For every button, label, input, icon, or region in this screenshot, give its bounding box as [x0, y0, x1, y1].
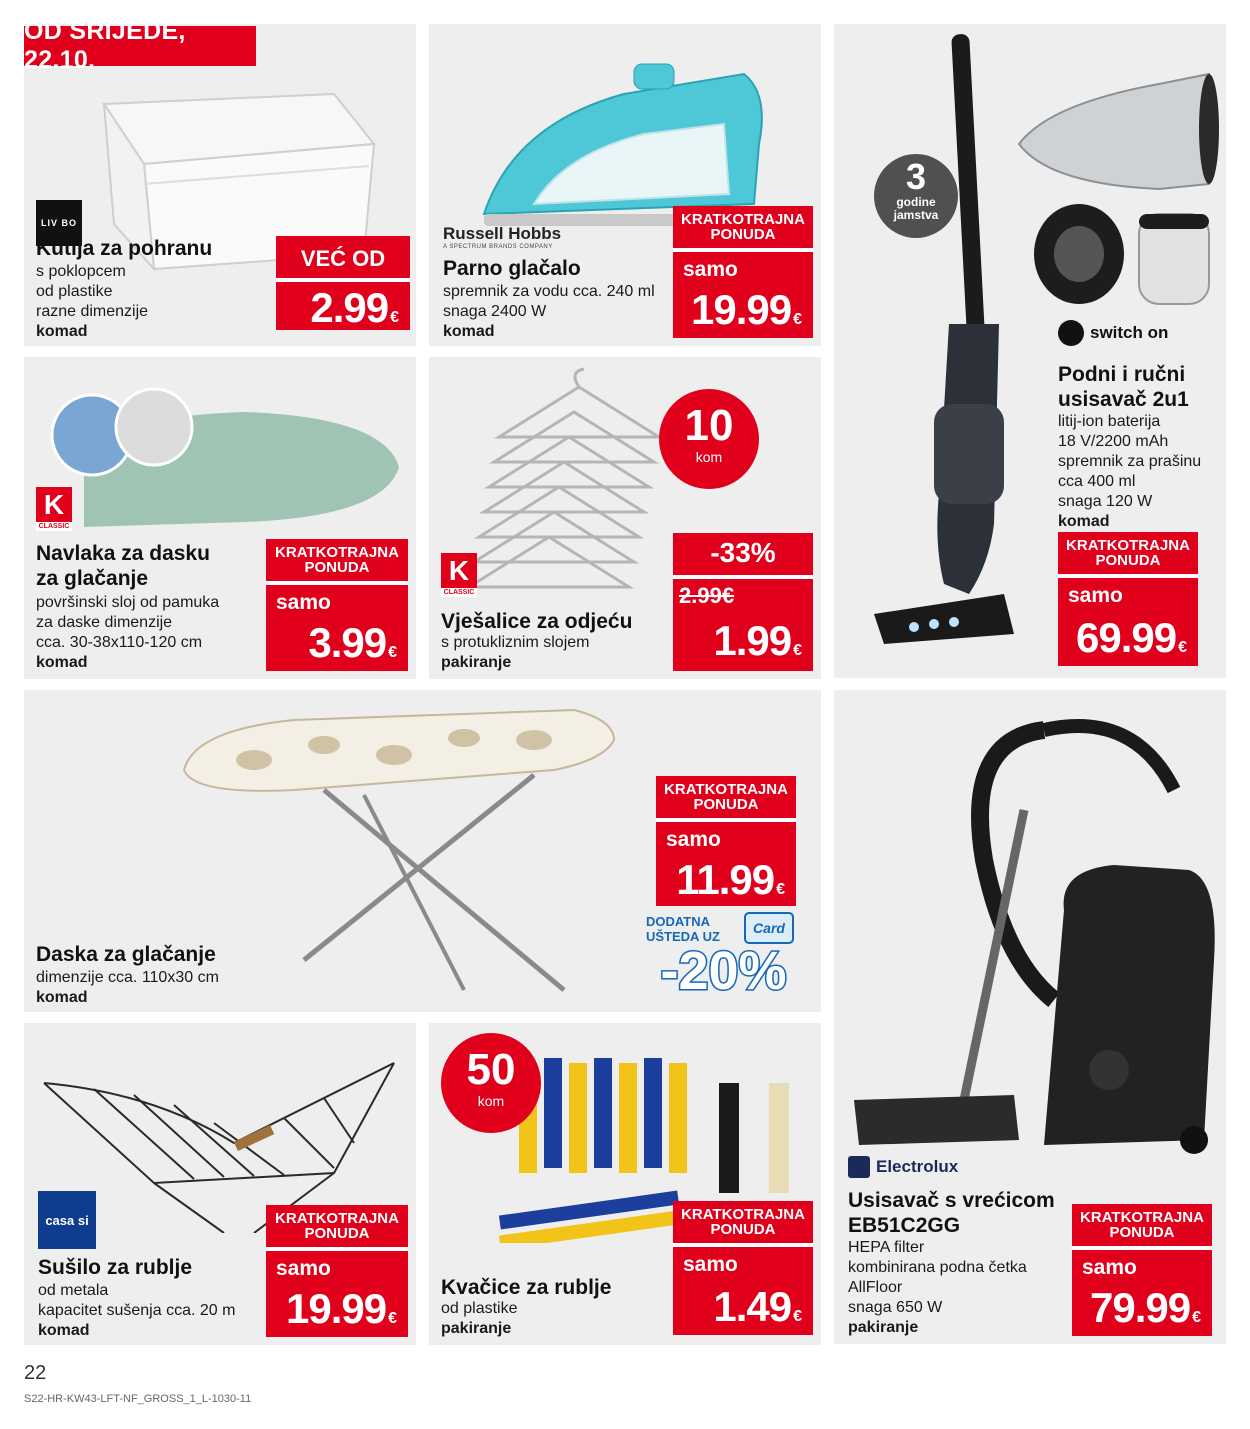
short-offer-label: KRATKOTRAJNA PONUDA — [266, 1211, 408, 1241]
price-value: 2.99 € — [310, 284, 398, 331]
filter-parts-image — [1029, 194, 1219, 314]
product-title: Kvačice za rublje — [441, 1276, 612, 1299]
quantity-badge: 10 kom — [659, 389, 759, 489]
price-box — [1072, 1204, 1212, 1336]
product-title: Vješalice za odjeću — [441, 610, 633, 633]
short-offer-label: KRATKOTRAJNA PONUDA — [673, 212, 813, 242]
price-value: 19.99 € — [690, 286, 801, 333]
product-card-hangers[interactable] — [429, 357, 821, 679]
short-offer-label: KRATKOTRAJNA PONUDA — [1072, 1210, 1212, 1240]
short-offer-label: KRATKOTRAJNA PONUDA — [1058, 538, 1198, 568]
product-card-pegs[interactable] — [429, 1023, 821, 1345]
samo-label: samo — [1068, 584, 1123, 607]
product-card-ironing-board[interactable] — [24, 690, 821, 1012]
short-offer-label: KRATKOTRAJNA PONUDA — [656, 782, 796, 812]
price-box — [673, 533, 813, 671]
price-value: 69.99 € — [1075, 614, 1186, 661]
price-box — [266, 539, 408, 671]
product-card-vacuum-2u1[interactable] — [834, 24, 1226, 678]
product-title: Podni i ručni usisavač 2u1 — [1058, 363, 1189, 411]
product-title: Parno glačalo — [443, 257, 581, 280]
samo-label: samo — [683, 1253, 738, 1276]
casa-si-logo: casa si — [38, 1191, 96, 1249]
card-discount-value: -20% — [660, 941, 787, 1001]
price-value: 79.99 € — [1089, 1284, 1200, 1331]
quantity-badge: 50 kom — [441, 1033, 541, 1133]
price-value: 3.99 € — [308, 619, 396, 666]
product-title: Kutija za pohranu — [36, 237, 213, 260]
short-offer-label: KRATKOTRAJNA PONUDA — [673, 1207, 813, 1237]
product-title: Daska za glačanje — [36, 943, 216, 966]
k-classic-logo: K CLASSIC — [36, 487, 72, 531]
product-description: spremnik za vodu cca. 240 ml snaga 2400 W komad — [443, 283, 655, 340]
k-classic-logo: K CLASSIC — [441, 553, 477, 597]
samo-label: samo — [276, 591, 331, 614]
board-cover-image — [44, 387, 404, 537]
print-code: S22-HR-KW43-LFT-NF_GROSS_1_L-1030-11 — [24, 1393, 252, 1405]
short-offer-label: KRATKOTRAJNA PONUDA — [266, 545, 408, 575]
price-value: 11.99 € — [676, 856, 784, 903]
price-box — [673, 206, 813, 338]
handheld-attachment-image — [1009, 64, 1219, 204]
page-number: 22 — [24, 1362, 47, 1384]
price-value: 19.99 € — [285, 1285, 396, 1332]
old-price: 2.99€ — [679, 583, 735, 608]
price-value: 1.49 € — [713, 1283, 801, 1330]
product-title: Sušilo za rublje — [38, 1256, 193, 1279]
discount-percent: -33% — [710, 537, 776, 568]
samo-label: samo — [276, 1257, 331, 1280]
product-card-steam-iron[interactable] — [429, 24, 821, 346]
product-description: s protukliznim slojem pakiranje — [441, 634, 590, 671]
product-description: dimenzije cca. 110x30 cm komad — [36, 969, 219, 1006]
price-box — [656, 776, 796, 906]
warranty-badge: 3 godine jamstva — [874, 154, 958, 238]
livbo-logo: LIV BO — [36, 200, 82, 246]
price-label: VEĆ OD — [276, 248, 410, 270]
samo-label: samo — [666, 828, 721, 851]
product-description: litij-ion baterija 18 V/2200 mAh spremnik za prašinu cca 400 ml snaga 120 W komad — [1058, 413, 1202, 530]
hangers-image — [459, 367, 679, 617]
product-description: s poklopcem od plastike razne dimenzije komad — [36, 263, 149, 340]
product-card-vacuum-bag[interactable] — [834, 690, 1226, 1344]
date-banner: OD SRIJEDE, 22.10. — [24, 26, 256, 66]
price-box — [276, 236, 410, 330]
product-description: od plastike pakiranje — [441, 1300, 518, 1337]
product-title: Navlaka za dasku za glačanje — [36, 542, 210, 590]
price-box — [266, 1205, 408, 1337]
russell-hobbs-logo: Russell Hobbs A SPECTRUM BRANDS COMPANY — [443, 224, 562, 250]
product-description: površinski sloj od pamuka za daske dimenzije cca. 30-38x110-120 cm komad — [36, 594, 220, 671]
electrolux-logo: Electrolux — [848, 1156, 958, 1178]
bagged-vacuum-image — [844, 700, 1224, 1160]
card-icon: Card — [744, 912, 794, 944]
product-card-board-cover[interactable] — [24, 357, 416, 679]
samo-label: samo — [683, 258, 738, 281]
price-value: 1.99 € — [713, 617, 801, 664]
switch-on-logo: switch on — [1058, 320, 1168, 346]
product-title: Usisavač s vrećicom EB51C2GG — [848, 1189, 1055, 1237]
product-description: HEPA filter kombinirana podna četka AllFloor snaga 650 W pakiranje — [848, 1239, 1027, 1336]
ironing-board-image — [174, 700, 644, 1000]
price-box — [1058, 532, 1198, 666]
product-description: od metala kapacitet sušenja cca. 20 m komad — [38, 1282, 236, 1339]
product-card-dryer[interactable] — [24, 1023, 416, 1345]
samo-label: samo — [1082, 1256, 1137, 1279]
card-discount-badge: DODATNA UŠTEDA UZ Card -20% — [636, 910, 811, 1004]
price-box — [673, 1201, 813, 1335]
